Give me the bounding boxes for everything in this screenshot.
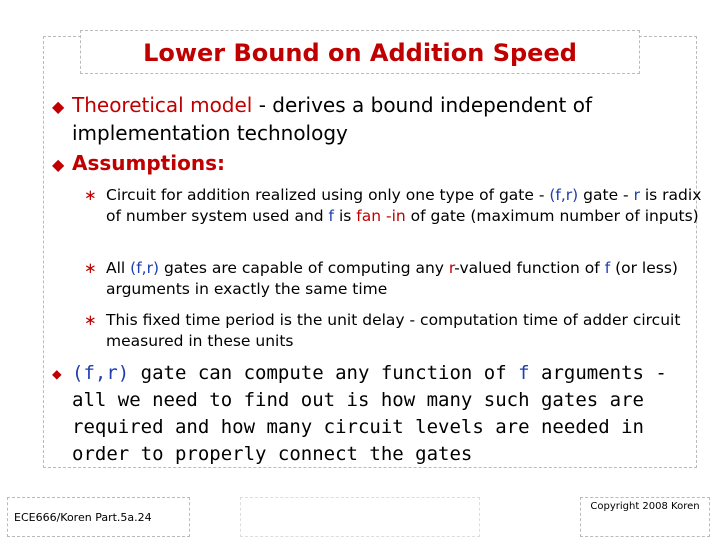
bullet1-highlight: Theoretical model [72, 93, 253, 117]
sub2-text-3: -valued function of [454, 259, 605, 277]
sub1-fr: (f,r) [549, 186, 579, 204]
sub3-text: This fixed time period is the unit delay - computation time of adder circuit measured in these units [106, 311, 681, 350]
subbullet-all-gates [84, 258, 712, 300]
footer-right-text: Copyright 2008 Koren [590, 501, 700, 512]
star-bullet-icon: ∗ [84, 311, 97, 329]
title-frame [80, 30, 640, 74]
bullet-assumptions [52, 150, 712, 178]
bullet3-text-1: gate can compute any function of [129, 362, 519, 384]
sub2-r: r [448, 259, 455, 277]
footer-left-text: ECE666/Koren Part.5a.24 [14, 511, 152, 524]
sub2-text-2: gates are capable of computing any [159, 259, 449, 277]
sub1-r: r [633, 186, 640, 204]
sub2-fr: (f,r) [130, 259, 160, 277]
sub1-text-5: of gate (maximum number of inputs) [405, 207, 699, 225]
bullet-fr-gate [52, 360, 712, 468]
footer-course-ref [7, 497, 190, 537]
diamond-bullet-icon: ◆ [52, 364, 62, 383]
bullet-theoretical-model [52, 92, 712, 146]
subbullet-circuit-gate [84, 185, 712, 227]
bullet2-highlight: Assumptions: [72, 151, 225, 175]
sub1-f: f [328, 207, 335, 225]
diamond-bullet-icon: ◆ [52, 155, 65, 174]
bullet3-fr: (f,r) [72, 362, 130, 384]
sub1-text-4: is [334, 207, 357, 225]
star-bullet-icon: ∗ [84, 186, 97, 204]
diamond-bullet-icon: ◆ [52, 97, 65, 116]
sub1-text-1: Circuit for addition realized using only one type of gate - [106, 186, 550, 204]
sub1-text-2: gate - [578, 186, 634, 204]
subbullet-unit-delay [84, 310, 712, 352]
bullet1-text: - derives a bound independent of implementation technology [72, 93, 593, 145]
footer-copyright [580, 497, 710, 537]
bullet3-f: f [518, 362, 530, 384]
sub1-fan-in: fan -in [356, 207, 406, 225]
sub2-text-4: (or less) arguments in exactly the same time [106, 259, 678, 298]
bullet3-text-2: arguments - all we need to find out is how many such gates are required and how many circuit levels are needed in order to properly connect the gates [72, 362, 667, 465]
footer-center-frame [240, 497, 480, 537]
page-title: Lower Bound on Addition Speed [143, 39, 577, 67]
sub1-text-3: is radix of number system used and [106, 186, 702, 225]
sub2-text-1: All [106, 259, 131, 277]
star-bullet-icon: ∗ [84, 259, 97, 277]
sub2-f: f [604, 259, 611, 277]
